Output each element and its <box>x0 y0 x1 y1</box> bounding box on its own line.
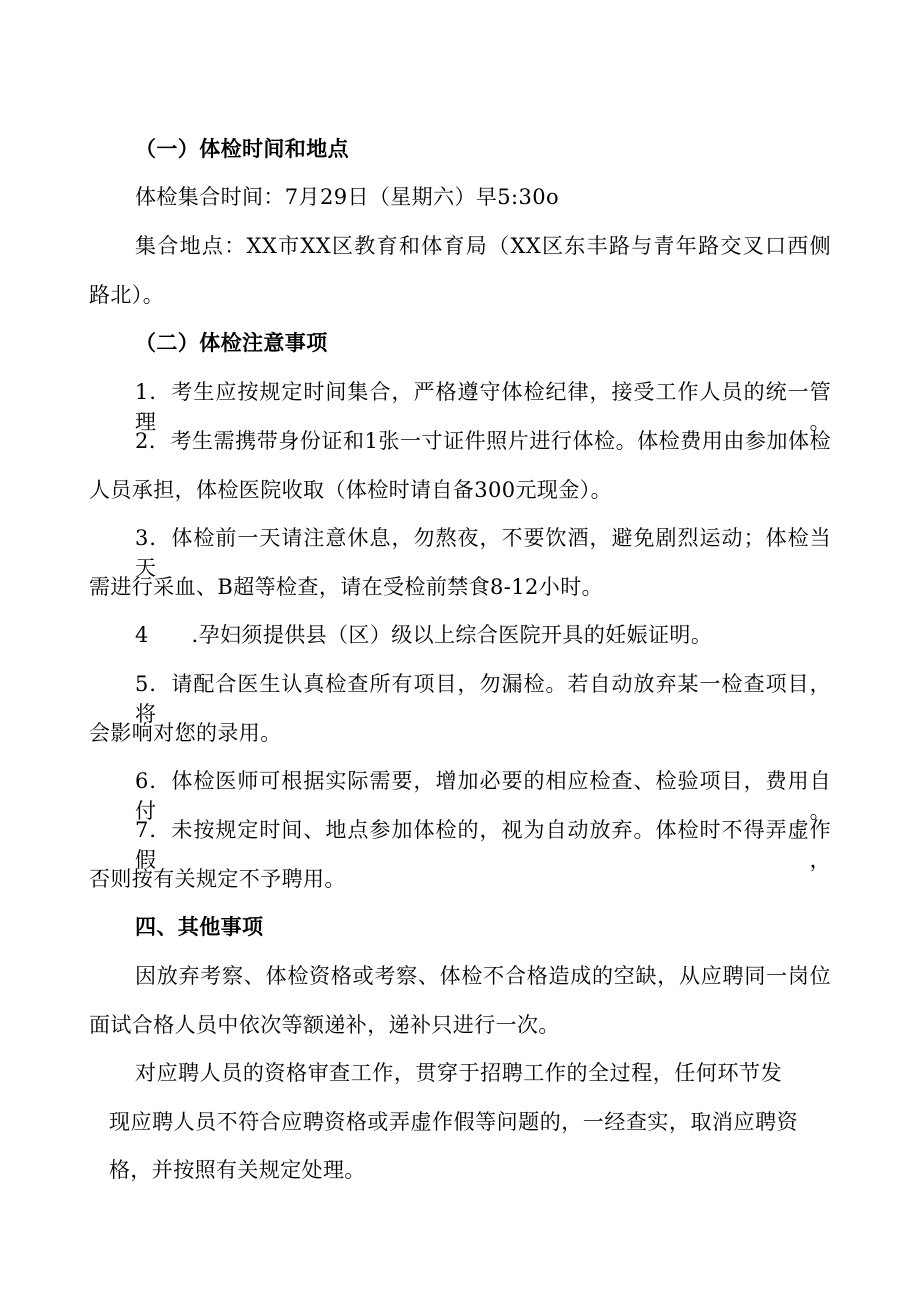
notice-item-5-line-1: 5．请配合医生认真检查所有项目，勿漏检。若自动放弃某一检查项目，将 <box>135 672 831 726</box>
exam-location-line-2: 路北）。 <box>89 283 165 307</box>
notice-item-2-line-1: 2．考生需携带身份证和1张一寸证件照片进行体检。体检费用由参加体检 <box>135 429 831 453</box>
other-para-2-line-3: 格，并按照有关规定处理。 <box>109 1158 366 1182</box>
exam-location-line-1: 集合地点：XX市XX区教育和体育局（XX区东丰路与青年路交叉口西侧 <box>135 234 831 258</box>
section-4-heading: 四、其他事项 <box>135 914 264 939</box>
notice-item-7-line-1: 7．未按规定时间、地点参加体检的，视为自动放弃。体检时不得弄虚作假， <box>135 818 831 872</box>
notice-item-1: 1．考生应按规定时间集合，严格遵守体检纪律，接受工作人员的统一管理。 <box>135 380 831 434</box>
other-para-2-line-1: 对应聘人员的资格审查工作，贯穿于招聘工作的全过程，任何环节发 <box>135 1061 782 1085</box>
notice-item-6: 6．体检医师可根据实际需要，增加必要的相应检查、检验项目，费用自付。 <box>135 769 831 823</box>
notice-item-2-line-2: 人员承担，体检医院收取（体检时请自备300元现金）。 <box>89 478 612 502</box>
notice-item-4: 4 .孕妇须提供县（区）级以上综合医院开具的妊娠证明。 <box>135 623 713 647</box>
notice-item-3-line-2: 需进行采血、B超等检查，请在受检前禁食8-12小时。 <box>89 575 604 599</box>
other-para-2-line-2: 现应聘人员不符合应聘资格或弄虚作假等问题的，一经查实，取消应聘资 <box>109 1110 798 1134</box>
other-para-1-line-1: 因放弃考察、体检资格或考察、体检不合格造成的空缺，从应聘同一岗位 <box>135 964 831 988</box>
notice-item-5-line-2: 会影响对您的录用。 <box>89 721 282 745</box>
section-1-heading: （一）体检时间和地点 <box>135 136 349 161</box>
other-para-1-line-2: 面试合格人员中依次等额递补，递补只进行一次。 <box>89 1013 560 1037</box>
exam-time: 体检集合时间：7月29日（星期六）早5:30o <box>135 185 560 209</box>
notice-item-3-line-1: 3．体检前一天请注意休息，勿熬夜，不要饮酒，避免剧烈运动；体检当天 <box>135 526 831 580</box>
section-2-heading: （二）体检注意事项 <box>135 330 328 355</box>
notice-item-7-line-2: 否则按有关规定不予聘用。 <box>89 867 346 891</box>
